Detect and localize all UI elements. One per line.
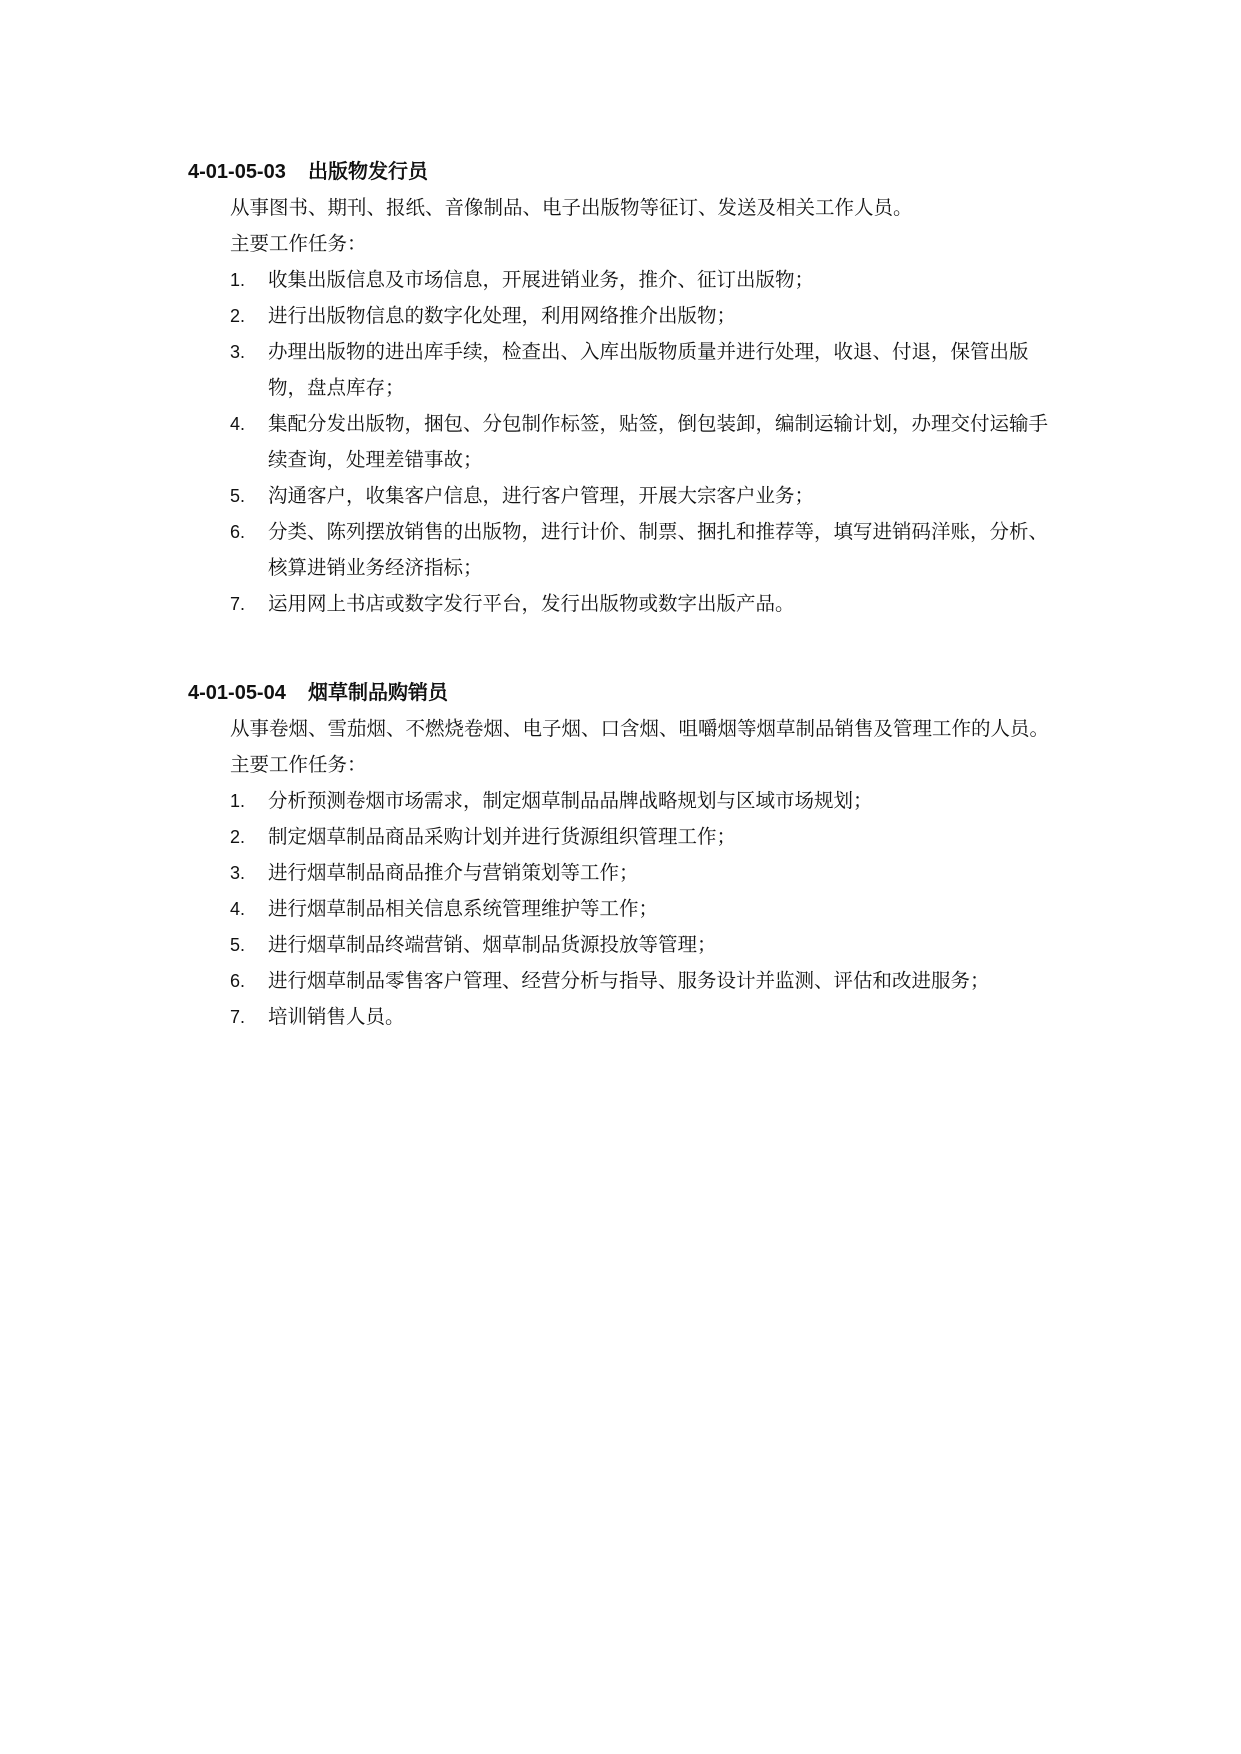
task-number: 1.	[230, 270, 246, 290]
task-text: 沟通客户，收集客户信息，进行客户管理，开展大宗客户业务；	[268, 484, 815, 507]
task-text: 分类、陈列摆放销售的出版物，进行计价、制票、捆扎和推荐等，填写进销码洋账，分析、核算进销业务经济指标；	[268, 520, 1049, 579]
task-number: 6.	[230, 971, 246, 991]
task-number: 2.	[230, 827, 246, 847]
task-text: 进行烟草制品相关信息系统管理维护等工作；	[268, 897, 659, 920]
task-item	[188, 478, 1058, 514]
task-text: 进行出版物信息的数字化处理，利用网络推介出版物；	[268, 304, 737, 327]
task-item	[188, 927, 1058, 963]
occupation-section-publication-distributor	[188, 154, 1058, 622]
task-item	[188, 262, 1058, 298]
task-text: 培训销售人员。	[268, 1005, 405, 1028]
task-number: 5.	[230, 486, 246, 506]
occupation-description: 从事图书、期刊、报纸、音像制品、电子出版物等征订、发送及相关工作人员。	[230, 196, 913, 219]
task-list	[188, 262, 1058, 622]
section-heading	[188, 154, 1058, 190]
task-number: 4.	[230, 414, 246, 434]
task-list	[188, 783, 1058, 1035]
task-number: 3.	[230, 342, 246, 362]
task-text: 运用网上书店或数字发行平台，发行出版物或数字出版产品。	[268, 592, 795, 615]
task-number: 7.	[230, 1007, 246, 1027]
task-item	[188, 819, 1058, 855]
task-item	[188, 586, 1058, 622]
task-text: 进行烟草制品零售客户管理、经营分析与指导、服务设计并监测、评估和改进服务；	[268, 969, 990, 992]
task-text: 集配分发出版物，捆包、分包制作标签，贴签，倒包装卸，编制运输计划，办理交付运输手续查询，处理差错事故；	[268, 412, 1049, 471]
section-heading	[188, 675, 1058, 711]
occupation-title: 烟草制品购销员	[308, 682, 448, 704]
task-number: 6.	[230, 522, 246, 542]
tasks-label: 主要工作任务：	[230, 232, 367, 255]
occupation-title: 出版物发行员	[308, 161, 428, 183]
occupation-section-tobacco-sales	[188, 675, 1058, 1035]
occupation-code: 4-01-05-03	[188, 161, 286, 183]
task-item	[188, 999, 1058, 1035]
task-number: 4.	[230, 899, 246, 919]
task-item	[188, 514, 1058, 586]
task-text: 办理出版物的进出库手续，检查出、入库出版物质量并进行处理，收退、付退，保管出版物，盘点库存；	[268, 340, 1029, 399]
task-item	[188, 298, 1058, 334]
task-item	[188, 406, 1058, 478]
task-number: 1.	[230, 791, 246, 811]
occupation-description: 从事卷烟、雪茄烟、不燃烧卷烟、电子烟、口含烟、咀嚼烟等烟草制品销售及管理工作的人员。	[230, 717, 1050, 740]
task-text: 进行烟草制品终端营销、烟草制品货源投放等管理；	[268, 933, 717, 956]
task-text: 分析预测卷烟市场需求，制定烟草制品品牌战略规划与区域市场规划；	[268, 789, 873, 812]
task-number: 2.	[230, 306, 246, 326]
task-text: 制定烟草制品商品采购计划并进行货源组织管理工作；	[268, 825, 737, 848]
task-text: 收集出版信息及市场信息，开展进销业务，推介、征订出版物；	[268, 268, 815, 291]
task-number: 7.	[230, 594, 246, 614]
task-item	[188, 891, 1058, 927]
task-text: 进行烟草制品商品推介与营销策划等工作；	[268, 861, 639, 884]
occupation-code: 4-01-05-04	[188, 682, 286, 704]
task-item	[188, 783, 1058, 819]
task-number: 3.	[230, 863, 246, 883]
tasks-label: 主要工作任务：	[230, 753, 367, 776]
task-item	[188, 334, 1058, 406]
task-number: 5.	[230, 935, 246, 955]
task-item	[188, 855, 1058, 891]
task-item	[188, 963, 1058, 999]
